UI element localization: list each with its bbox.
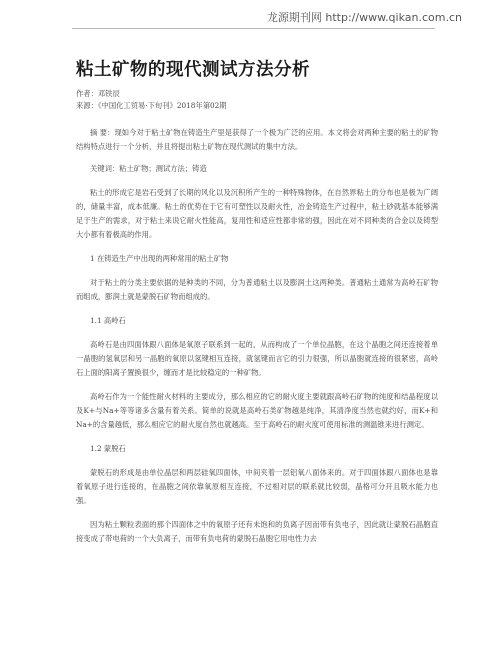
body-paragraph: 高岭石是由四面体跟八面体是氧原子联系到一起的，从而构成了一个单位晶胞，在这个晶胞之间还连接着单一晶胞的氢氧层和另一晶胞的氧原以氢键相互连接，就氢键而言它的引力很强，所以晶胞就连接的很紧密，高岭石上面的阳离子置换很少，缠而才是比较稳定的一种矿物。	[76, 340, 438, 377]
body-paragraph: 粘土的形成它是岩石受到了长期的风化以及沉积所产生的一种特殊物体，在自然界粘土的分布也是极为广阔的，储量丰富，成本低廉。粘土的优势在于它有可塑性以及耐火性，冶金铸造生产过程中，粘土砂就基本能够满足于生产的需求，对于粘土来说它耐火性能高，复用性和适应性都非常的强，因此在对不同种类的合金以及铸型大小都有着极高的作用。	[76, 188, 438, 239]
article-title: 粘土矿物的现代测试方法分析	[76, 60, 310, 80]
keywords: 关键词：粘土矿物；测试方法；铸造	[90, 164, 207, 173]
body-paragraph: 高岭石作为一个能性耐火材料的主要成分，那么相应的它的耐火度主要就跟高岭石矿物的纯度和结晶程度以及K+与Na+等等诸多含量有着关系。简单的说就是高岭石类矿物越是纯净，其清净度当然也就约好，而K+和Na+的含量越低，那么相应它的耐火度自然也就越高。至于高岭石的耐火度可使用标准的测温锥来进行测定。	[76, 392, 438, 429]
abstract: 摘 要：现如今对于粘土矿物在铸造生产里是获得了一个极为广泛的应用。本文将会对两种主要的粘土的矿物结构特点进行一个分析，并且将提出粘土矿物在现代测试的集中方法。	[76, 128, 438, 151]
article	[76, 58, 438, 546]
site-header: 龙源期刊网 http://www.qikan.com.cn	[266, 11, 462, 24]
subsection-heading: 1.1 高岭石	[90, 316, 126, 325]
subsection-heading: 1.2 蒙脱石	[90, 444, 126, 453]
body-paragraph: 蒙脱石的形成是由单位晶层和两层硅氧四面体，中间夹着一层铝氧八面体来的。对于四面体跟八面体也是靠着氧原子进行连接的，在晶胞之间依靠氧原相互连接，不过相对层的联系就比较弱，晶格可分开且吸水能力也强。	[76, 468, 438, 505]
author-line: 作者：邓铁辰	[76, 89, 120, 98]
section-heading: 1 在铸造生产中出现的两种常用的粘土矿物	[90, 254, 229, 263]
body-paragraph: 对于粘土的分类主要依据的是种类的不同，分为普通粘土以及膨润土这两种类。普通粘土通常为高岭石矿物而组成，膨润土就是蒙脱石矿物而组成的。	[76, 278, 438, 301]
source-line: 来源：《中国化工贸易·下旬刊》2018年第02期	[76, 101, 227, 110]
header-divider	[72, 28, 435, 29]
body-paragraph: 因为粘土颗粒表面的那个四面体之中的氧原子还有未饱和的负离子因而带有负电子，因此就让蒙脱石晶胞直接变成了带电荷的一个大负离子，而带有负电荷的蒙脱石晶胞它用电性力去	[76, 520, 438, 543]
